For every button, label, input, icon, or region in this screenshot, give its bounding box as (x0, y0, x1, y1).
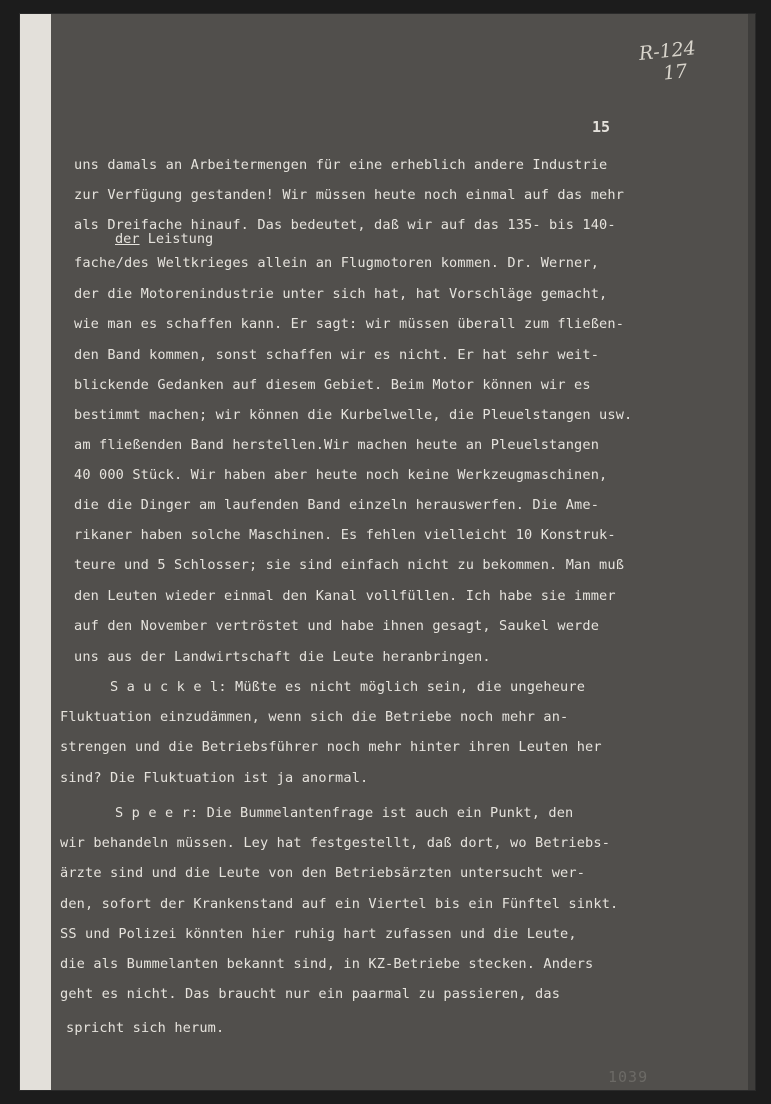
reference-line-2: 17 (662, 60, 689, 85)
reference-line-1: R-124 (637, 37, 697, 65)
text-line: uns aus der Landwirtschaft die Leute heranbringen. (74, 649, 491, 665)
text-line: uns damals an Arbeitermengen für eine erheblich andere Industrie (74, 157, 608, 173)
text-line: blickende Gedanken auf diesem Gebiet. Beim Motor können wir es (74, 377, 591, 393)
handwritten-reference (638, 37, 699, 87)
text-line: spricht sich herum. (66, 1020, 225, 1036)
text-line: den Leuten wieder einmal den Kanal vollfüllen. Ich habe sie immer (74, 588, 616, 604)
insertion-rest: Leistung (139, 231, 214, 247)
text-line: als Dreifache hinauf. Das bedeutet, daß wir auf das 135- bis 140- (74, 217, 616, 233)
interlinear-insertion (115, 231, 213, 247)
text-line: bestimmt machen; wir können die Kurbelwelle, die Pleuelstangen usw. (74, 407, 633, 423)
text-line: wir behandeln müssen. Ley hat festgestellt, daß dort, wo Betriebs- (60, 835, 611, 851)
insertion-underlined-word: der (115, 231, 140, 247)
text-line: teure und 5 Schlosser; sie sind einfach nicht zu bekommen. Man muß (74, 557, 625, 573)
text-line: wie man es schaffen kann. Er sagt: wir müssen überall zum fließen- (74, 316, 625, 332)
page-left-edge (20, 14, 51, 1090)
text-line-speaker-sauckel: S a u c k e l: Müßte es nicht möglich sein, die ungeheure (110, 679, 586, 695)
text-line-speaker-speer: S p e e r: Die Bummelantenfrage ist auch ein Punkt, den (115, 805, 574, 821)
text-line: die als Bummelanten bekannt sind, in KZ-Betriebe stecken. Anders (60, 956, 594, 972)
text-line: der die Motorenindustrie unter sich hat, hat Vorschläge gemacht, (74, 286, 608, 302)
text-line: 40 000 Stück. Wir haben aber heute noch keine Werkzeugmaschinen, (74, 467, 608, 483)
text-line: ärzte sind und die Leute von den Betriebsärzten untersucht wer- (60, 865, 586, 881)
text-line: rikaner haben solche Maschinen. Es fehlen vielleicht 10 Konstruk- (74, 527, 616, 543)
text-line: auf den November vertröstet und habe ihnen gesagt, Saukel werde (74, 618, 600, 634)
text-line: geht es nicht. Das braucht nur ein paarmal zu passieren, das (60, 986, 561, 1002)
text-line: Fluktuation einzudämmen, wenn sich die Betriebe noch mehr an- (60, 709, 569, 725)
text-line: den, sofort der Krankenstand auf ein Viertel bis ein Fünftel sinkt. (60, 896, 619, 912)
page-right-edge (748, 14, 755, 1090)
text-line: die die Dinger am laufenden Band einzeln herauswerfen. Die Ame- (74, 497, 600, 513)
text-line: sind? Die Fluktuation ist ja anormal. (60, 770, 369, 786)
text-line: fache/des Weltkrieges allein an Flugmotoren kommen. Dr. Werner, (74, 255, 600, 271)
text-line: zur Verfügung gestanden! Wir müssen heute noch einmal auf das mehr (74, 187, 625, 203)
archive-stamp-number: 1039 (608, 1068, 649, 1086)
text-line: strengen und die Betriebsführer noch mehr hinter ihren Leuten her (60, 739, 602, 755)
page-number: 15 (592, 118, 611, 136)
text-line: SS und Polizei könnten hier ruhig hart zufassen und die Leute, (60, 926, 577, 942)
document-page (20, 14, 755, 1090)
text-line: den Band kommen, sonst schaffen wir es nicht. Er hat sehr weit- (74, 347, 600, 363)
text-line: am fließenden Band herstellen.Wir machen heute an Pleuelstangen (74, 437, 600, 453)
